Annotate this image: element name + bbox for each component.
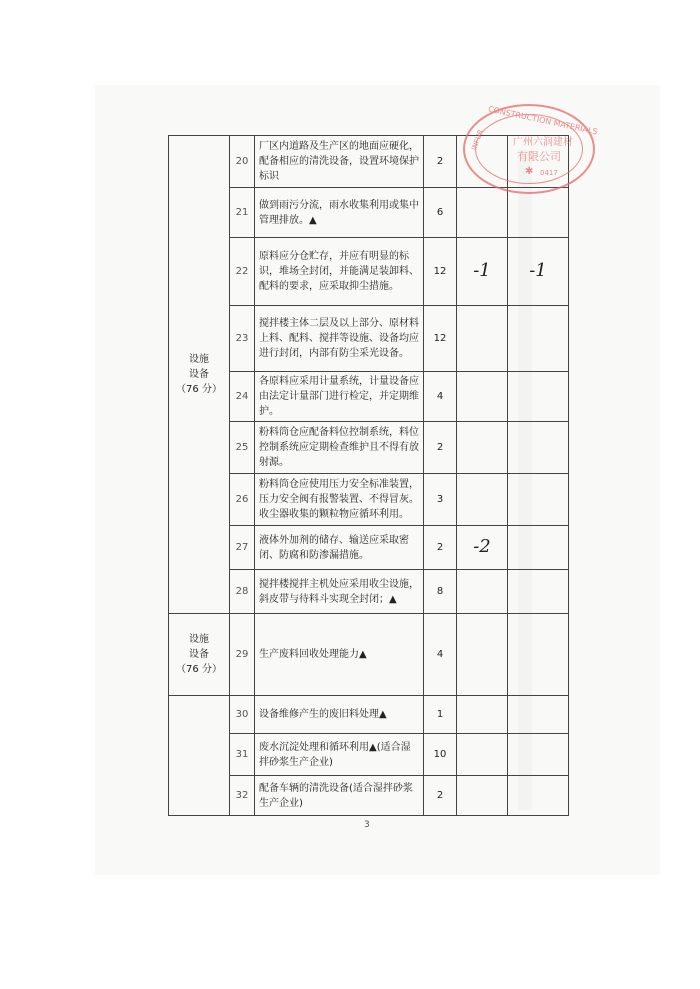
row-score: 10	[424, 734, 457, 776]
row-item: 各原料应采用计量系统，计量设备应由法定计量部门进行检定，并定期维护。	[255, 372, 424, 422]
category-cell	[169, 614, 230, 696]
row-score: 4	[424, 372, 457, 422]
blank-cell	[508, 614, 569, 696]
seal-ring-text: CONSTRUCTION MATERIALS	[487, 104, 599, 137]
page-number: 3	[364, 820, 370, 830]
row-item: 废水沉淀处理和循环利用▲(适合湿拌砂浆生产企业)	[255, 734, 424, 776]
row-score: 8	[424, 570, 457, 614]
handwritten-deduction: -1	[529, 259, 547, 281]
category-line: 设施	[189, 634, 209, 645]
row-item: 生产废料回收处理能力▲	[255, 614, 424, 696]
seal-top-text: 广州六润建材	[513, 137, 573, 148]
row-number: 29	[230, 614, 255, 696]
category-cell	[169, 696, 230, 816]
blank-cell	[508, 474, 569, 526]
seal-star-icon: ✱	[525, 166, 534, 177]
scoring-table	[168, 135, 569, 816]
mark-cell	[457, 306, 508, 372]
seal-center-text: 有限公司	[517, 150, 561, 163]
row-number: 26	[230, 474, 255, 526]
row-number: 32	[230, 776, 255, 816]
mark-cell	[457, 614, 508, 696]
row-score: 12	[424, 306, 457, 372]
category-cell	[169, 136, 230, 614]
row-score: 12	[424, 238, 457, 306]
row-number: 24	[230, 372, 255, 422]
row-score: 1	[424, 696, 457, 734]
row-score: 6	[424, 188, 457, 238]
blank-cell	[508, 570, 569, 614]
row-item: 设备维修产生的废旧料处理▲	[255, 696, 424, 734]
blank-cell	[508, 734, 569, 776]
category-line: 设备	[189, 649, 209, 660]
mark-cell	[457, 734, 508, 776]
row-score: 2	[424, 526, 457, 570]
mark-cell	[457, 570, 508, 614]
row-score: 2	[424, 136, 457, 188]
row-number: 30	[230, 696, 255, 734]
row-item: 原料应分仓贮存，并应有明显的标识，堆场全封闭，并能满足装卸料、配料的要求，应采取抑尘措施。	[255, 238, 424, 306]
row-number: 22	[230, 238, 255, 306]
mark-cell	[457, 372, 508, 422]
row-number: 28	[230, 570, 255, 614]
category-line: （76 分）	[176, 384, 222, 395]
row-number: 21	[230, 188, 255, 238]
category-line: 设备	[189, 369, 209, 380]
blank-cell	[508, 776, 569, 816]
category-line: （76 分）	[176, 664, 222, 675]
category-line: 设施	[189, 354, 209, 365]
row-number: 25	[230, 422, 255, 474]
row-score: 2	[424, 422, 457, 474]
mark-cell	[457, 188, 508, 238]
blank-cell	[508, 306, 569, 372]
mark-cell	[457, 238, 508, 306]
row-number: 20	[230, 136, 255, 188]
row-score: 4	[424, 614, 457, 696]
blank-cell	[508, 238, 569, 306]
handwritten-deduction: -1	[473, 259, 491, 281]
blank-cell	[508, 372, 569, 422]
mark-cell	[457, 474, 508, 526]
row-number: 23	[230, 306, 255, 372]
table-row	[169, 614, 569, 696]
seal-left-text: INFUR	[470, 128, 486, 152]
mark-cell	[457, 526, 508, 570]
blank-cell	[508, 422, 569, 474]
row-number: 31	[230, 734, 255, 776]
row-item: 搅拌楼搅拌主机处应采用收尘设施，斜皮带与待料斗实现全封闭；▲	[255, 570, 424, 614]
table-row	[169, 696, 569, 734]
row-item: 配备车辆的清洗设备(适合湿拌砂浆生产企业)	[255, 776, 424, 816]
mark-cell	[457, 776, 508, 816]
row-item: 粉料筒仓应使用压力安全标准装置，压力安全阀有报警装置、不得冒灰。收尘器收集的颗粒物应循环利用。	[255, 474, 424, 526]
row-number: 27	[230, 526, 255, 570]
company-seal	[463, 104, 599, 194]
row-score: 3	[424, 474, 457, 526]
row-item: 搅拌楼主体二层及以上部分、原材料上料、配料、搅拌等设施、设备均应进行封闭，内部有防尘采光设备。	[255, 306, 424, 372]
blank-cell	[508, 526, 569, 570]
blank-cell	[508, 188, 569, 238]
row-item: 粉料筒仓应配备料位控制系统，料位控制系统应定期检查维护且不得有放射源。	[255, 422, 424, 474]
row-item: 做到雨污分流，雨水收集利用或集中管理排放。▲	[255, 188, 424, 238]
row-score: 2	[424, 776, 457, 816]
mark-cell	[457, 422, 508, 474]
row-item: 厂区内道路及生产区的地面应硬化，配备相应的清洗设备，设置环境保护标识	[255, 136, 424, 188]
row-item: 液体外加剂的储存、输送应采取密闭、防腐和防渗漏措施。	[255, 526, 424, 570]
handwritten-deduction: -2	[473, 535, 491, 557]
mark-cell	[457, 696, 508, 734]
seal-serial: 0417	[540, 169, 558, 177]
blank-cell	[508, 696, 569, 734]
